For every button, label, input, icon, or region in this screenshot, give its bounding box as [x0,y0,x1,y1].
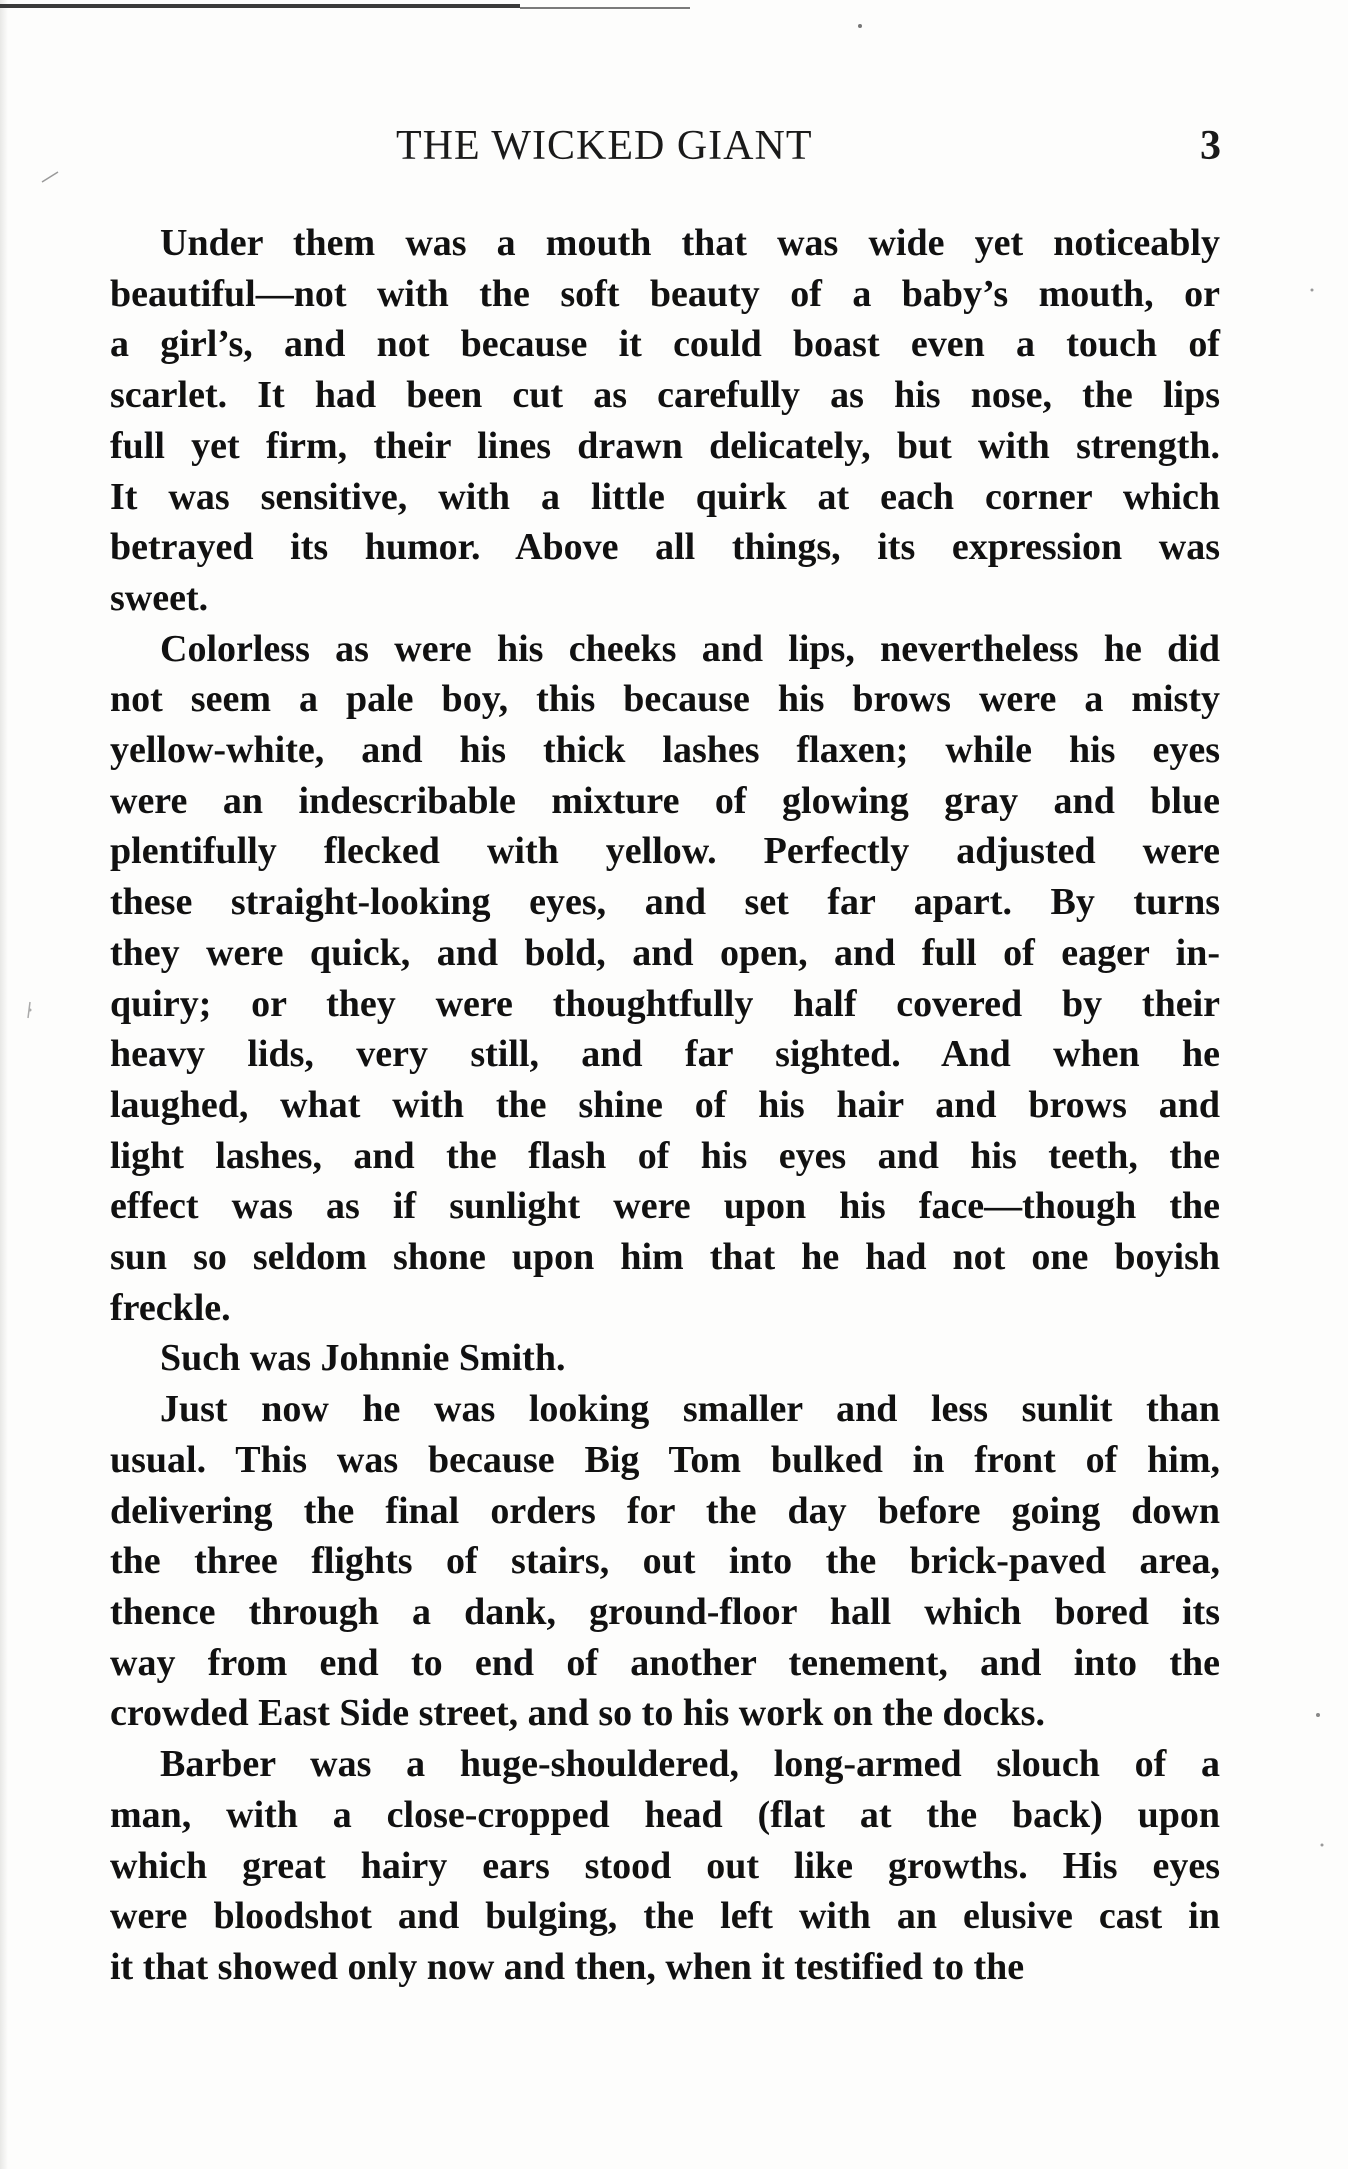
text-line: delivering the final orders for the day before going down [110,1489,1220,1532]
text-line: betrayed its humor. Above all things, its expression was [110,526,1220,569]
top-rule [0,4,520,8]
text-line: plentifully flecked with yellow. Perfectly adjusted were [110,830,1220,873]
page-number: 3 [1200,123,1222,169]
text-line: Under them was a mouth that was wide yet noticeably [160,222,1220,264]
text-line: they were quick, and bold, and open, and full of eager in- [110,931,1220,974]
text-line: a girl’s, and not because it could boast even a touch of [110,323,1220,366]
speck-mark [42,172,58,182]
text-line: scarlet. It had been cut as carefully as his nose, the lips [110,374,1220,417]
text-line: Just now he was looking smaller and less sunlit than [160,1388,1220,1431]
speck [1316,1713,1320,1717]
text-line: Colorless as were his cheeks and lips, nevertheless he did [160,627,1220,670]
text-line: beautiful—not with the soft beauty of a baby’s mouth, or [110,272,1220,315]
text-line: heavy lids, very still, and far sighted. And when he [110,1033,1220,1076]
running-title: THE WICKED GIANT [396,123,813,169]
text-line: these straight-looking eyes, and set far apart. By turns [110,881,1220,924]
text-line: yellow-white, and his thick lashes flaxen; while his eyes [110,729,1220,772]
text-line: were an indescribable mixture of glowing gray and blue [110,779,1220,822]
running-head [110,122,1222,182]
page-edge-shadow [0,0,8,2169]
text-line: way from end to end of another tenement, and into the [110,1641,1220,1684]
text-line: the three flights of stairs, out into the brick-paved area, [110,1540,1220,1583]
text-line: laughed, what with the shine of his hair and brows and [110,1083,1220,1126]
speck [858,24,862,28]
paragraph [110,1333,1220,1384]
text-line: which great hairy ears stood out like growths. His eyes [110,1844,1220,1887]
body-text [110,218,1220,1993]
text-line: effect was as if sunlight were upon his face—though the [110,1185,1220,1228]
speck [1311,289,1314,292]
speck [1321,1844,1324,1847]
speck [29,1009,32,1012]
text-line: sweet. [110,576,209,619]
paragraph [110,1384,1220,1739]
text-line: full yet firm, their lines drawn delicately, but with strength. [110,424,1220,467]
text-line: man, with a close-cropped head (flat at the back) upon [110,1793,1220,1836]
paragraph [110,218,1220,624]
paragraph [110,624,1220,1334]
text-line: were bloodshot and bulging, the left with an elusive cast in [110,1895,1220,1938]
text-line: thence through a dank, ground-floor hall which bored its [110,1590,1220,1633]
text-line: quiry; or they were thoughtfully half covered by their [110,982,1220,1025]
text-line: Barber was a huge-shouldered, long-armed slouch of a [160,1743,1220,1786]
text-line: it that showed only now and then, when it testified to the [110,1945,1025,1988]
text-line: not seem a pale boy, this because his brows were a misty [110,678,1220,721]
text-line: It was sensitive, with a little quirk at each corner which [110,475,1220,518]
text-line: light lashes, and the flash of his eyes and his teeth, the [110,1134,1220,1177]
text-line: Such was Johnnie Smith. [160,1337,566,1380]
speck-mark [28,1002,30,1018]
text-line: usual. This was because Big Tom bulked in front of him, [110,1438,1220,1481]
text-line: sun so seldom shone upon him that he had not one boyish [110,1236,1220,1279]
paragraph [110,1739,1220,1993]
text-line: freckle. [110,1286,231,1329]
text-line: crowded East Side street, and so to his work on the docks. [110,1692,1045,1735]
top-rule-faint [520,7,690,9]
